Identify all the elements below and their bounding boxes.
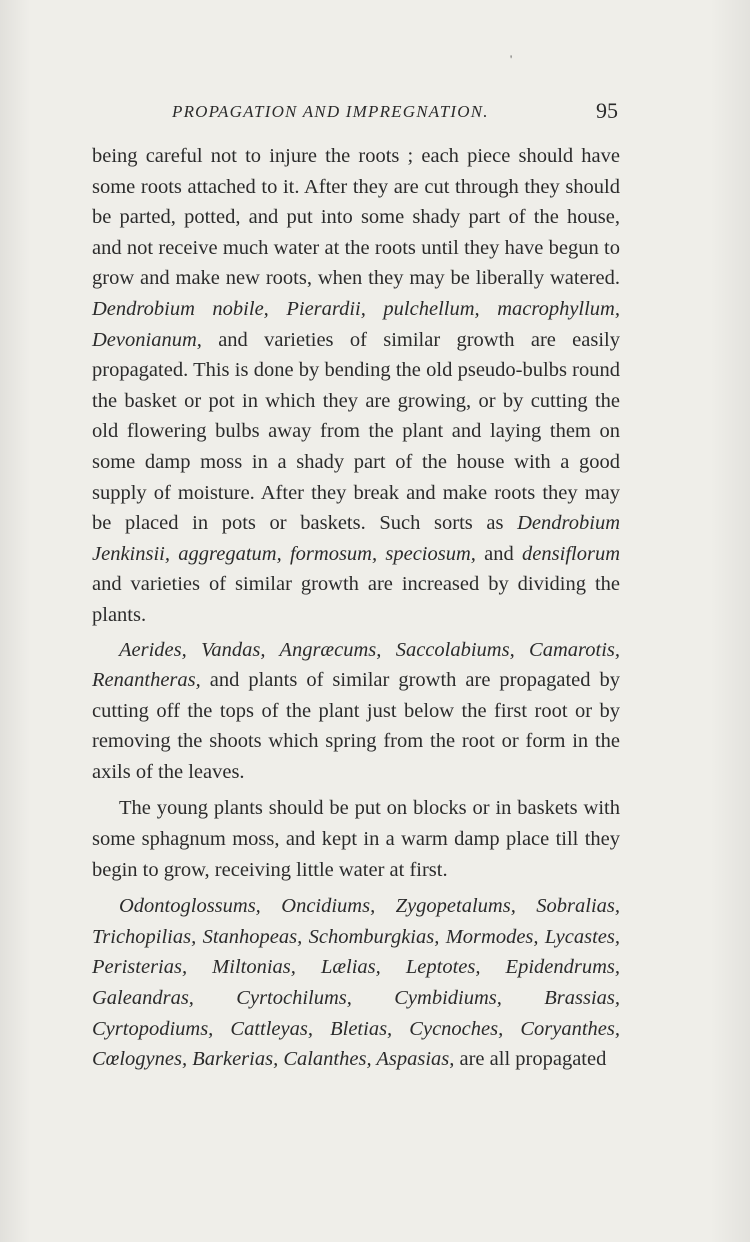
paragraph-3 bbox=[92, 793, 620, 885]
paragraph-2 bbox=[92, 635, 620, 788]
text-run: are all propagated bbox=[454, 1048, 607, 1071]
page-header bbox=[92, 100, 622, 130]
italic-run: Dendrobium Jenkinsii, aggregatum, formosum, speciosum, bbox=[92, 512, 620, 565]
text-run: and bbox=[475, 542, 523, 565]
paragraph-1 bbox=[92, 141, 620, 631]
text-run: and varieties of similar growth are easily propagated. This is done by bending the old pseudo-bulbs round the basket or pot in which they are growing, or by cutting the old flowering bulbs away from the plant and laying them on some damp moss in a shady part of the house with a good supply of moisture. After they break and make roots they may be placed in pots or baskets. Such sorts as bbox=[92, 328, 620, 535]
body-text bbox=[92, 141, 620, 1075]
page-number: 95 bbox=[596, 98, 618, 123]
text-run: and plants of similar growth are propagated by cutting off the tops of the plant just below the first root or by removing the shoots which spring from the root or form in the axils of the leaves. bbox=[92, 669, 620, 783]
paragraph-4 bbox=[92, 891, 620, 1075]
text-run: The young plants should be put on blocks or in baskets with some sphagnum moss, and kept in a warm damp place till they begin to grow, receiving little water at first. bbox=[92, 797, 620, 881]
italic-run: Aerides, Vandas, Angræcums, Saccolabiums, Camarotis, Renantheras, bbox=[92, 638, 620, 692]
text-run: and varieties of similar growth are increased by dividing the plants. bbox=[92, 573, 620, 626]
margin-mark: ' bbox=[510, 52, 513, 66]
italic-run: densiflorum bbox=[522, 542, 620, 565]
running-title: PROPAGATION AND IMPREGNATION. bbox=[172, 102, 489, 121]
italic-run: Odontoglossums, Oncidiums, Zygopetalums, Sobralias, Trichopilias, Stanhopeas, Schomburgkias, Mormodes, Lycastes, Peristerias, Miltonias, Lælias, Leptotes, Epidendrums, Galeandras, Cyrtochilums, Cymbidiums, Brassias, Cyrtopodiums, Cattleyas, Bletias, Cycnoches, Coryanthes, Cœlogynes, Barkerias, Calanthes, Aspasias, bbox=[92, 895, 620, 1071]
italic-run: Dendrobium nobile, Pierardii, pulchellum, macrophyllum, Devonianum, bbox=[92, 297, 620, 351]
text-run: being careful not to injure the roots ; each piece should have some roots attached to it. After they are cut through they should be parted, potted, and put into some shady part of the house, and not receive much water at the roots until they have begun to grow and make new roots, when they may be liberally watered. bbox=[92, 145, 620, 290]
